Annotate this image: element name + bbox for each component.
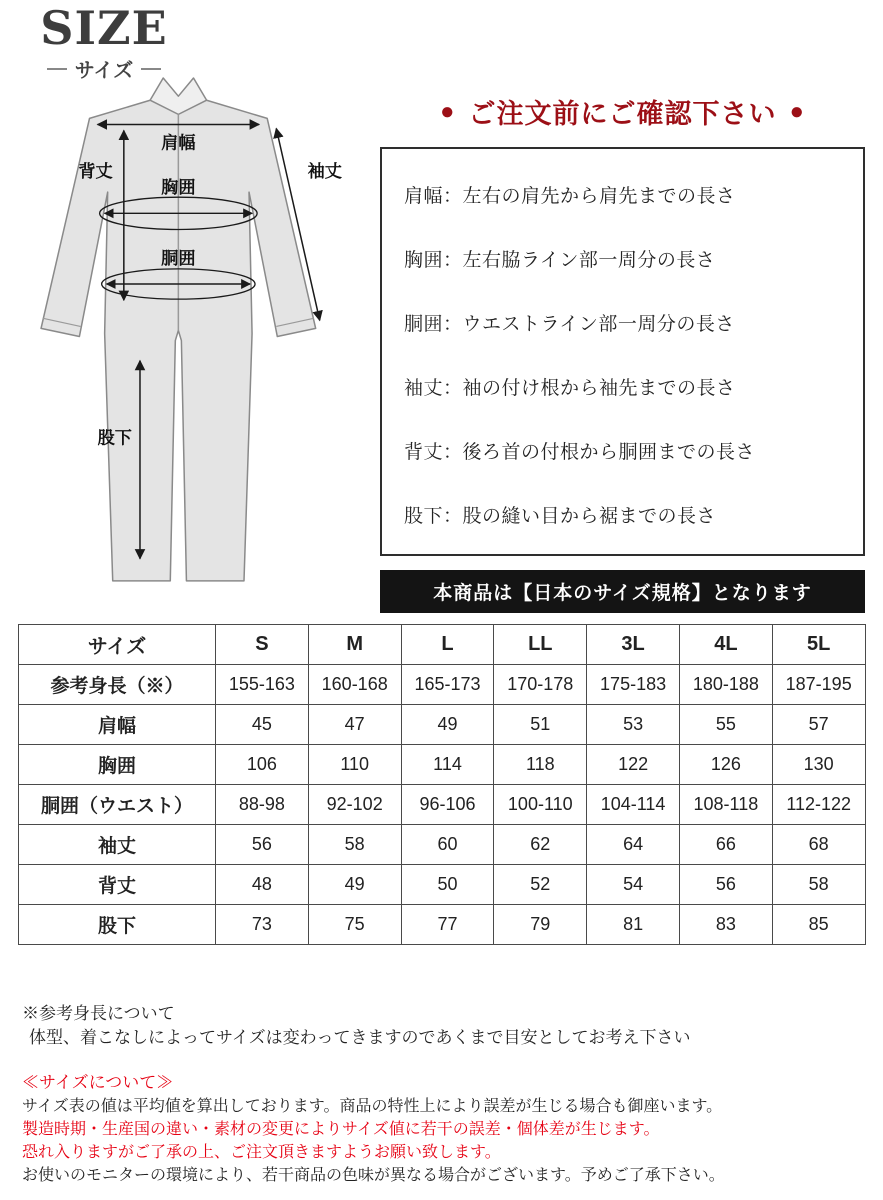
size-value-cell: 180-188 — [679, 665, 772, 705]
size-value-cell: 79 — [494, 905, 587, 945]
size-value-cell: 96-106 — [401, 785, 494, 825]
size-value-cell: 106 — [216, 745, 309, 785]
size-value-cell: 85 — [772, 905, 865, 945]
size-subtitle: サイズ — [38, 54, 170, 83]
row-label: 袖丈 — [19, 825, 216, 865]
row-label: 背丈 — [19, 865, 216, 905]
size-value-cell: 56 — [216, 825, 309, 865]
size-value-cell: 175-183 — [587, 665, 680, 705]
size-value-cell: 64 — [587, 825, 680, 865]
size-value-cell: 58 — [772, 865, 865, 905]
size-value-cell: 130 — [772, 745, 865, 785]
note-line: 恐れ入りますがご了承の上、ご注文頂きますようお願い致します。 — [22, 1144, 501, 1161]
red-dot-icon: ● — [789, 97, 805, 125]
table-row — [19, 905, 866, 945]
size-column-header: 5L — [772, 625, 865, 665]
size-value-cell: 66 — [679, 825, 772, 865]
table-row — [19, 785, 866, 825]
measurement-definition: 股下：股の縫い目から裾までの長さ — [404, 506, 717, 527]
size-value-cell: 51 — [494, 705, 587, 745]
size-value-cell: 57 — [772, 705, 865, 745]
row-label: 股下 — [19, 905, 216, 945]
height-note-title: ※参考身長について — [22, 1004, 175, 1023]
table-row — [19, 665, 866, 705]
confirm-list — [404, 181, 841, 528]
row-label: 胴囲（ウエスト） — [19, 785, 216, 825]
size-value-cell: 170-178 — [494, 665, 587, 705]
size-value-cell: 47 — [308, 705, 401, 745]
coverall-diagram-svg — [16, 76, 371, 596]
size-value-cell: 56 — [679, 865, 772, 905]
inseam-label: 股下 — [97, 427, 132, 448]
measurement-definition: 胴囲：ウエストライン部一周分の長さ — [404, 314, 735, 335]
size-value-cell: 45 — [216, 705, 309, 745]
shoulder-width-label: 肩幅 — [161, 132, 196, 153]
size-value-cell: 52 — [494, 865, 587, 905]
note-gap — [22, 1050, 867, 1071]
size-value-cell: 104-114 — [587, 785, 680, 825]
size-note-lines — [22, 1095, 867, 1187]
size-value-cell: 48 — [216, 865, 309, 905]
confirm-title — [380, 92, 865, 131]
row-label: 肩幅 — [19, 705, 216, 745]
size-value-cell: 92-102 — [308, 785, 401, 825]
size-column-title: サイズ — [19, 625, 216, 665]
size-value-cell: 83 — [679, 905, 772, 945]
red-dot-icon: ● — [440, 97, 456, 125]
waist-label: 胴囲 — [161, 247, 196, 268]
notes-section — [22, 1002, 867, 1187]
size-value-cell: 81 — [587, 905, 680, 945]
back-length-label: 背丈 — [78, 160, 113, 181]
row-label: 参考身長（※） — [19, 665, 216, 705]
size-column-header: L — [401, 625, 494, 665]
coverall-diagram — [16, 76, 371, 601]
note-line: 製造時期・生産国の違い・素材の変更によりサイズ値に若干の誤差・個体差が生じます。 — [22, 1121, 660, 1138]
row-label: 胸囲 — [19, 745, 216, 785]
note-line: サイズ表の値は平均値を算出しております。商品の特性上により誤差が生じる場合も御座います。 — [22, 1098, 723, 1115]
confirm-panel — [380, 92, 865, 613]
japan-size-standard-bar: 本商品は【日本のサイズ規格】となります — [380, 570, 865, 613]
table-row — [19, 825, 866, 865]
size-value-cell: 49 — [308, 865, 401, 905]
size-value-cell: 122 — [587, 745, 680, 785]
size-value-cell: 126 — [679, 745, 772, 785]
size-table-body — [19, 665, 866, 945]
size-column-header: M — [308, 625, 401, 665]
size-column-header: 3L — [587, 625, 680, 665]
size-value-cell: 155-163 — [216, 665, 309, 705]
size-column-header: S — [216, 625, 309, 665]
size-value-cell: 58 — [308, 825, 401, 865]
measurement-definition: 背丈：後ろ首の付根から胴囲までの長さ — [404, 442, 756, 463]
size-value-cell: 50 — [401, 865, 494, 905]
table-row — [19, 705, 866, 745]
measurement-definition: 肩幅：左右の肩先から肩先までの長さ — [404, 186, 736, 207]
size-column-header: 4L — [679, 625, 772, 665]
size-value-cell: 77 — [401, 905, 494, 945]
size-value-cell: 110 — [308, 745, 401, 785]
size-table-header-row — [19, 625, 866, 665]
size-value-cell: 62 — [494, 825, 587, 865]
table-row — [19, 865, 866, 905]
height-note-body: 体型、着こなしによってサイズは変わってきますのであくまで目安としてお考え下さい — [29, 1028, 691, 1047]
note-line: お使いのモニターの環境により、若干商品の色味が異なる場合がございます。予めご了承下さい。 — [22, 1167, 725, 1184]
size-value-cell: 49 — [401, 705, 494, 745]
measurement-definition: 袖丈：袖の付け根から袖先までの長さ — [404, 378, 736, 399]
size-value-cell: 75 — [308, 905, 401, 945]
size-column-header: LL — [494, 625, 587, 665]
size-title: SIZE — [40, 1, 168, 55]
measurement-definition: 胸囲：左右脇ライン部一周分の長さ — [404, 250, 716, 271]
size-table — [18, 624, 866, 945]
size-value-cell: 73 — [216, 905, 309, 945]
size-value-cell: 54 — [587, 865, 680, 905]
size-value-cell: 114 — [401, 745, 494, 785]
size-value-cell: 60 — [401, 825, 494, 865]
size-value-cell: 68 — [772, 825, 865, 865]
size-value-cell: 118 — [494, 745, 587, 785]
size-value-cell: 187-195 — [772, 665, 865, 705]
size-value-cell: 160-168 — [308, 665, 401, 705]
size-value-cell: 108-118 — [679, 785, 772, 825]
size-value-cell: 55 — [679, 705, 772, 745]
size-value-cell: 165-173 — [401, 665, 494, 705]
chest-label: 胸囲 — [161, 177, 196, 198]
table-row — [19, 745, 866, 785]
size-value-cell: 53 — [587, 705, 680, 745]
confirm-title-text: ご注文前にご確認下さい — [468, 99, 777, 129]
size-value-cell: 100-110 — [494, 785, 587, 825]
size-note-title: ≪サイズについて≫ — [22, 1073, 174, 1092]
size-value-cell: 88-98 — [216, 785, 309, 825]
size-header — [38, 1, 170, 83]
size-value-cell: 112-122 — [772, 785, 865, 825]
sleeve-length-label: 袖丈 — [307, 160, 342, 181]
measurement-definitions-box — [380, 147, 865, 556]
